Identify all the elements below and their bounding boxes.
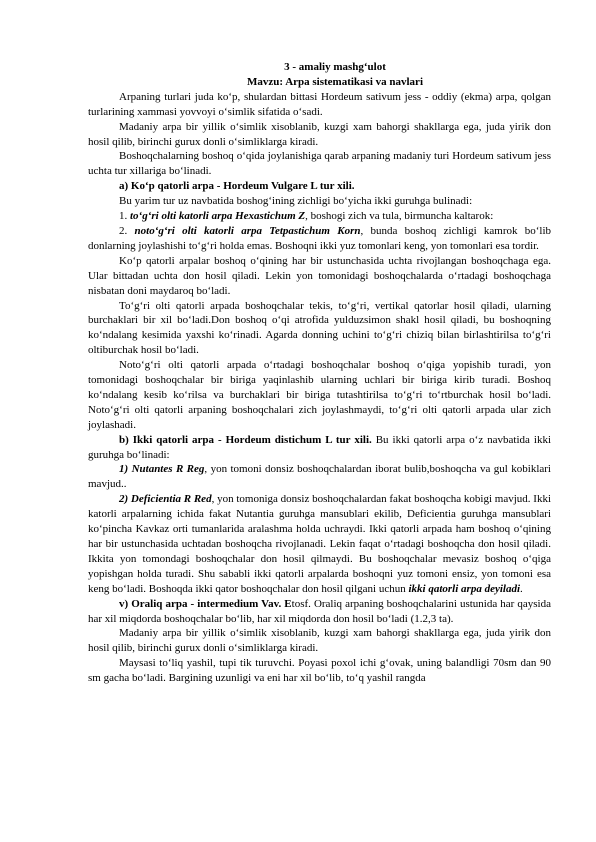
page-subtitle: Mavzu: Arpa sistematikasi va navlari	[247, 75, 423, 88]
term: to‘g‘ri olti katorli arpa Hexastichum Z	[130, 210, 306, 223]
term: 2) Deficientia R Red	[119, 493, 212, 506]
paragraph: Maysasi to‘liq yashil, tupi tik turuvchi. Poyasi poxol ichi g‘ovak, uning balandligi 70sm dan 90 sm gacha bo‘ladi. Bargining uzunligi va eni har xil bo‘lib, to‘q yashil rangda	[88, 657, 551, 685]
section-text: Bu ikki qatorli arpa o‘z navbatida ikki guruhga bo‘linadi:	[88, 433, 551, 461]
term-emphasis: ikki qatorli arpa deyiladi	[408, 582, 521, 595]
term-text: , boshogi zich va tula, birmuncha kaltarok:	[305, 210, 494, 223]
paragraph: Ko‘p qatorli arpalar boshoq o‘qining har bir ustunchasida uchta rivojlangan boshoqchaga ega. Ular bittadan uchta don hosil qiladi. Lekin yon tomonidagi boshoqchalarda o‘rtadagi boshoqchaga nisbatan doni maydaroq bo‘ladi.	[88, 254, 551, 297]
page-title: 3 - amaliy mashg‘ulot	[284, 61, 386, 73]
paragraph: To‘g‘ri olti qatorli arpada boshoqchalar tekis, to‘g‘ri, vertikal qatorlar hosil qiladi, ularning burchaklari bir xil bo‘ladi.Don boshoq o‘qi atrofida yulduzsimon shakl hosil qiladi, bu boshoqning ko‘ndalang kesimida yaxshi ko‘rinadi. Agarda donning uchini to‘g‘ri chiziq bilan birlashtirilsa to‘g‘ri oltiburchak hosil bo‘ladi.	[88, 299, 551, 357]
term: 1) Nutantes R Reg	[119, 463, 205, 476]
section-heading-v: v) Oraliq arpa - intermedium Vav. E	[119, 597, 292, 610]
term-end: .	[520, 582, 523, 595]
paragraph: Arpaning turlari juda ko‘p, shulardan bittasi Hordeum sativum jess - oddiy (ekma) arpa, qolgan turlarining xammasi yovvoyi o‘simlik sifatida o‘sadi.	[88, 90, 551, 118]
term: noto‘g‘ri olti katorli arpa Tetpastichum Korn	[134, 224, 361, 237]
paragraph: Boshoqchalarning boshoq o‘qida joylanishiga qarab arpaning madaniy turi Hordeum sativum jess uchta tur xillariga bo‘linadi.	[88, 150, 551, 178]
paragraph: Madaniy arpa bir yillik o‘simlik xisoblanib, kuzgi xam bahorgi shakllarga ega, juda yirik don hosil qilib, birinchi gurux donli o‘simliklarga kiradi.	[88, 120, 551, 148]
list-item	[88, 209, 551, 224]
paragraph: Madaniy arpa bir yillik o‘simlik xisoblanib, kuzgi xam bahorgi shakllarga ega, juda yirik don hosil qilib, birinchi gurux donli o‘simliklarga kiradi.	[88, 627, 551, 655]
list-number: 2.	[119, 224, 128, 237]
list-number: 1.	[119, 210, 128, 223]
section-text: tosf. Oraliq arpaning boshoqchalarini ustunida har qaysida har xil miqdorda boshoqchalar bo‘lib, har xil miqdorda don hosil bo‘ladi (1.2,3 ta).	[88, 597, 551, 625]
paragraph: Bu yarim tur uz navbatida boshog‘ining zichligi bo‘yicha ikki guruhga bulinadi:	[119, 195, 473, 208]
list-item	[88, 224, 551, 254]
term-text: , yon tomoni donsiz boshoqchalardan iborat bulib,boshoqcha va gul kobiklari mavjud..	[88, 463, 551, 491]
term-text: , bunda boshoq zichligi kamrok bo‘lib donlarning joylashishi to‘g‘ri holda emas. Boshoqni ikki yuz tomonlari keng, yon tomonlari esa tordir.	[88, 224, 552, 252]
section-heading-a: a) Ko‘p qatorli arpa - Hordeum Vulgare L tur xili.	[119, 180, 355, 193]
paragraph: Noto‘g‘ri olti qatorli arpada o‘rtadagi boshoqchalar boshoq o‘qiga yopishib turadi, yon tomonidagi boshoqchalar bir biriga yaqinlashib ularning uchlari bir biriga kirib turadi. Boshoq ko‘ndalang kesib ko‘rilsa va burchaklari bir biriga tutashtirilsa to‘g‘ri to‘rtburchak hosil bo‘ladi. Noto‘g‘ri olti qatorli arpaning boshoqchalari zich joylashmaydi, to‘g‘ri olti qatorli arpada ular zich joylashadi.	[88, 359, 551, 431]
section-heading-b: b) Ikki qatorli arpa - Hordeum distichum L tur xili.	[119, 433, 372, 446]
list-item	[88, 462, 551, 492]
section-v	[88, 597, 551, 627]
section-b	[88, 433, 551, 463]
list-item	[88, 492, 551, 596]
term-text: , yon tomoniga donsiz boshoqchalardan fakat boshoqcha kobigi mavjud. Ikki katorli arpalarning ichida fakat Nutantia guruhga mansublari ekilib, Deficientia guruhga mansublari ko‘pincha Kavkaz orti tumanlarida aralashma holda uchraydi. Ikki qatorli arpada ham boshoq o‘qining har bir ustunchasida uchtadan boshoqcha rivojlanadi. Lekin faqat o‘rtadagi boshoqcha don hosil qiladi. Ikkita yon tomondagi boshoqchalar don hosil qilmaydi. Bu boshoqchalar mevasiz boshoq o‘qiga yopishgan holda turadi. Shu sababli ikki qatorli arpalarda boshoqni yuz tomoni ensiz, yon tomoni esa keng bo‘ladi. Boshoqda ikki qator boshoqchalar don hosil qilgani uchun	[88, 493, 551, 595]
